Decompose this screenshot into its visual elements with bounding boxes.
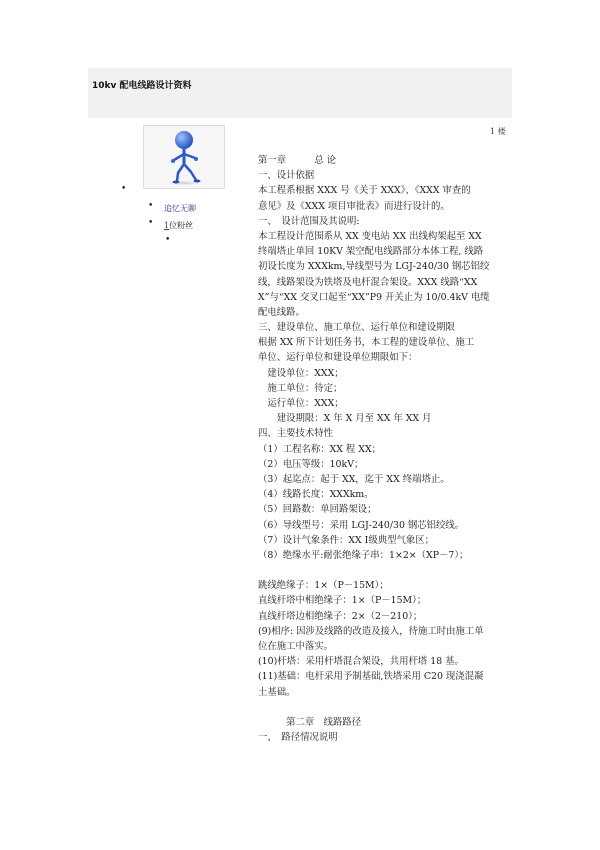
article-line: 建设单位：XXX；	[258, 367, 344, 379]
article-line: X”与“XX 交叉口起至“XX”P9 开关止为 10/0.4kV 电缆	[258, 291, 490, 303]
fans-link[interactable]	[164, 220, 193, 231]
article-line: 初设长度为 XXXkm,导线型号为 LGJ-240/30 钢芯铝绞	[258, 261, 490, 273]
avatar-robot-icon	[144, 126, 224, 188]
article-line: 本工程设计范围系从 XX 变电站 XX 出线构架起至 XX	[258, 230, 482, 242]
article-line: (9)相序: 因涉及线路的改造及接入，待施工时由施工单	[258, 625, 484, 637]
article-body	[258, 153, 518, 745]
list-bullet: •	[148, 201, 154, 211]
article-line: (10)杆塔：采用杆塔混合架设，共用杆塔 18 基。	[258, 656, 464, 668]
article-line: 一、 路径情况说明	[258, 732, 338, 744]
article-line: (11)基础：电杆采用予制基础,铁塔采用 C20 现浇混凝	[258, 671, 484, 683]
article-line: 土基础。	[258, 686, 296, 698]
article-line: 施工单位：待定；	[258, 382, 343, 394]
blank-line	[258, 700, 518, 715]
article-line: 一、 设计范围及其说明:	[258, 215, 360, 227]
article-line: （2）电压等级：10kV；	[258, 458, 364, 470]
article-line: 本工程系根据 XXX 号《关于 XXX》、《XXX 审查的	[258, 185, 471, 197]
page-title: 10kv 配电线路设计资料	[92, 81, 192, 91]
fans-count: 1	[164, 221, 170, 230]
article-line: 运行单位：XXX；	[258, 398, 344, 409]
article-line: （8）绝缘水平:耐张绝缘子串：1×2×（XP－7）；	[258, 549, 469, 561]
fans-label: 位粉丝	[169, 221, 194, 230]
blank-line	[258, 563, 518, 578]
article-line: 建设期限：X 年 X 月至 XX 年 XX 月	[258, 413, 432, 425]
article-line: （3）起迄点：起于 XX，迄于 XX 终端塔止。	[258, 473, 450, 485]
username-text: 追忆无聊	[164, 204, 196, 213]
article-line: （1）工程名称：XX 程 XX；	[258, 443, 381, 455]
article-line: 第二章 线路路径	[258, 716, 362, 728]
article-line: 线，线路架设为铁塔及电杆混合架设。XXX 线路“XX	[258, 276, 478, 288]
article-line: 终端塔止单回 10KV 架空配电线路部分本体工程, 线路	[258, 246, 484, 258]
article-line: 第一章 总 论	[258, 155, 336, 166]
article-line: （7）设计气象条件：XX Ⅰ级典型气象区；	[258, 534, 434, 546]
article-line: （4）线路长度：XXXkm。	[258, 489, 374, 501]
article-line: 四、主要技术特性	[258, 428, 334, 440]
article-line: 直线杆塔中相绝缘子：1×（P－15M）；	[258, 595, 427, 607]
floor-number: 1 楼	[490, 127, 506, 136]
article-line: 配电线路。	[258, 306, 305, 318]
article-line: 单位、运行单位和建设单位期限如下：	[258, 352, 418, 364]
article-line: （6）导线型号：采用 LGJ-240/30 钢芯铝绞线。	[258, 519, 465, 531]
article-line: 一、设计依据	[258, 170, 315, 182]
article-line: 位在施工中落实。	[258, 641, 334, 652]
article-line: 直线杆塔边相绝缘子：2×（2－210）；	[258, 610, 423, 622]
list-bullet: •	[165, 235, 171, 245]
article-line: 根据 XX 所下计划任务书，本工程的建设单位、施工	[258, 337, 475, 349]
article-line: 意见》及《XXX 项目审批表》而进行设计的。	[258, 200, 450, 212]
avatar[interactable]	[143, 125, 225, 189]
article-line: （5）回路数：单回路架设；	[258, 504, 377, 516]
list-bullet: •	[121, 184, 127, 194]
article-line: 跳线绝缘子：1×（P－15M）；	[258, 580, 389, 592]
title-bar	[88, 68, 512, 118]
list-bullet: •	[148, 218, 154, 228]
username-link[interactable]	[164, 203, 196, 214]
article-line: 三、建设单位、施工单位、运行单位和建设期限	[258, 322, 455, 334]
